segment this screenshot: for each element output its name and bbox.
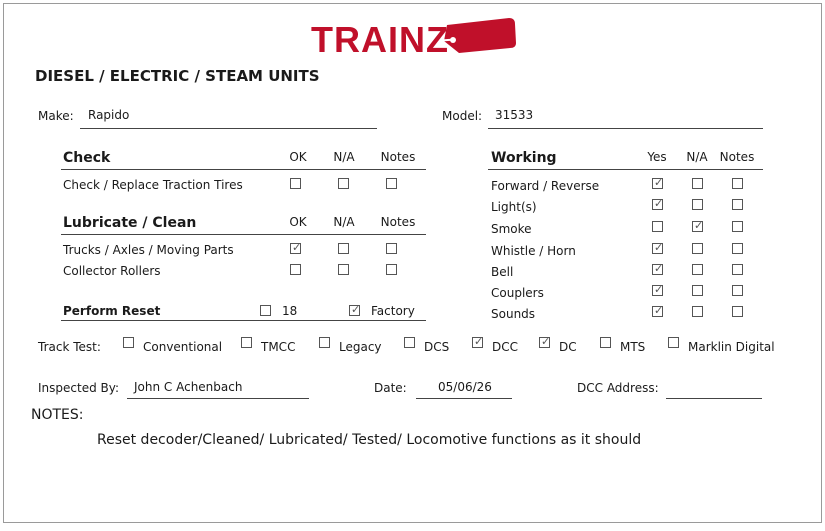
track-test-marklin-digital-checkbox[interactable]	[668, 337, 679, 348]
working-row-label: Light(s)	[491, 200, 537, 214]
track-test-tmcc-checkbox[interactable]	[241, 337, 252, 348]
checkmark-icon: ✓	[351, 303, 361, 316]
model-label: Model:	[442, 109, 483, 123]
working-row2-na-checkbox[interactable]	[692, 221, 703, 232]
track-test-legacy-checkbox[interactable]	[319, 337, 330, 348]
lubricate-divider	[61, 234, 426, 235]
working-row0-notes-checkbox[interactable]	[732, 178, 743, 189]
check-row0-ok-checkbox[interactable]	[290, 178, 301, 189]
trainz-logo	[309, 15, 519, 57]
working-col-notes: Notes	[719, 150, 755, 164]
checkmark-icon: ✓	[654, 197, 664, 210]
lubricate-row1-ok-checkbox[interactable]	[290, 264, 301, 275]
working-col-yes: Yes	[647, 150, 667, 164]
working-row6-na-checkbox[interactable]	[692, 306, 703, 317]
working-divider	[488, 169, 763, 170]
track-test-option-label: DCC	[492, 340, 518, 354]
inspected-by-label: Inspected By:	[38, 381, 120, 395]
working-row3-notes-checkbox[interactable]	[732, 243, 743, 254]
lubricate-col-notes: Notes	[380, 215, 416, 229]
check-divider	[61, 169, 426, 170]
working-row3-na-checkbox[interactable]	[692, 243, 703, 254]
lubricate-row0-ok-checkbox[interactable]	[290, 243, 301, 254]
working-row4-na-checkbox[interactable]	[692, 264, 703, 275]
working-heading: Working	[491, 150, 557, 166]
track-test-option-label: Legacy	[339, 340, 382, 354]
working-row5-yes-checkbox[interactable]	[652, 285, 663, 296]
track-test-dcc-checkbox[interactable]	[472, 337, 483, 348]
lubricate-row0-na-checkbox[interactable]	[338, 243, 349, 254]
reset-factory-label: Factory	[371, 304, 415, 318]
dcc-address-label: DCC Address:	[577, 381, 659, 395]
track-test-dcs-checkbox[interactable]	[404, 337, 415, 348]
working-row5-na-checkbox[interactable]	[692, 285, 703, 296]
check-row-label: Check / Replace Traction Tires	[63, 178, 243, 192]
check-col-notes: Notes	[380, 150, 416, 164]
working-col-na: N/A	[686, 150, 708, 164]
checkmark-icon: ✓	[292, 241, 302, 254]
dcc-address-underline	[666, 398, 762, 399]
lubricate-row1-na-checkbox[interactable]	[338, 264, 349, 275]
inspected-by-underline	[127, 398, 309, 399]
trainz-logo-graphic	[309, 15, 519, 57]
working-row2-yes-checkbox[interactable]	[652, 221, 663, 232]
checkmark-icon: ✓	[474, 335, 484, 348]
working-row-label: Sounds	[491, 307, 536, 321]
make-field[interactable]: Rapido	[88, 108, 130, 122]
working-row6-yes-checkbox[interactable]	[652, 306, 663, 317]
working-row3-yes-checkbox[interactable]	[652, 243, 663, 254]
working-row1-yes-checkbox[interactable]	[652, 199, 663, 210]
reset-factory-checkbox[interactable]	[349, 305, 360, 316]
working-row-label: Forward / Reverse	[491, 179, 600, 193]
checkmark-icon: ✓	[654, 262, 664, 275]
working-row1-na-checkbox[interactable]	[692, 199, 703, 210]
reset-18-label: 18	[282, 304, 298, 318]
make-underline	[80, 128, 377, 129]
date-label: Date:	[374, 381, 407, 395]
checkmark-icon: ✓	[654, 283, 664, 296]
working-row4-yes-checkbox[interactable]	[652, 264, 663, 275]
lubricate-row0-notes-checkbox[interactable]	[386, 243, 397, 254]
checkmark-icon: ✓	[654, 241, 664, 254]
working-row1-notes-checkbox[interactable]	[732, 199, 743, 210]
working-row4-notes-checkbox[interactable]	[732, 264, 743, 275]
track-test-option-label: DC	[559, 340, 577, 354]
inspection-form	[3, 3, 822, 523]
working-row-label: Bell	[491, 265, 514, 279]
check-col-na: N/A	[333, 150, 355, 164]
checkmark-icon: ✓	[694, 219, 704, 232]
form-title: DIESEL / ELECTRIC / STEAM UNITS	[35, 67, 320, 85]
lubricate-row-label: Trucks / Axles / Moving Parts	[63, 243, 234, 257]
reset-18-checkbox[interactable]	[260, 305, 271, 316]
track-test-option-label: Conventional	[143, 340, 223, 354]
lubricate-col-ok: OK	[289, 215, 307, 229]
working-row0-na-checkbox[interactable]	[692, 178, 703, 189]
track-test-option-label: TMCC	[261, 340, 296, 354]
checkmark-icon: ✓	[541, 335, 551, 348]
perform-reset-label: Perform Reset	[63, 304, 161, 318]
check-col-ok: OK	[289, 150, 307, 164]
notes-label: NOTES:	[31, 407, 84, 423]
logo-text: TRAINZ	[311, 19, 449, 57]
working-row-label: Smoke	[491, 222, 532, 236]
working-row2-notes-checkbox[interactable]	[732, 221, 743, 232]
date-field[interactable]: 05/06/26	[438, 380, 492, 394]
check-row0-notes-checkbox[interactable]	[386, 178, 397, 189]
inspected-by-field[interactable]: John C Achenbach	[134, 380, 243, 394]
track-test-option-label: Marklin Digital	[688, 340, 775, 354]
working-row0-yes-checkbox[interactable]	[652, 178, 663, 189]
check-heading: Check	[63, 150, 111, 166]
track-test-mts-checkbox[interactable]	[600, 337, 611, 348]
lubricate-row-label: Collector Rollers	[63, 264, 161, 278]
working-row6-notes-checkbox[interactable]	[732, 306, 743, 317]
checkmark-icon: ✓	[654, 304, 664, 317]
track-test-label: Track Test:	[38, 340, 101, 354]
working-row-label: Couplers	[491, 286, 544, 300]
model-underline	[488, 128, 763, 129]
check-row0-na-checkbox[interactable]	[338, 178, 349, 189]
track-test-dc-checkbox[interactable]	[539, 337, 550, 348]
working-row-label: Whistle / Horn	[491, 244, 576, 258]
lubricate-heading: Lubricate / Clean	[63, 215, 197, 231]
lubricate-col-na: N/A	[333, 215, 355, 229]
checkmark-icon: ✓	[654, 176, 664, 189]
working-row5-notes-checkbox[interactable]	[732, 285, 743, 296]
track-test-conventional-checkbox[interactable]	[123, 337, 134, 348]
track-test-option-label: DCS	[424, 340, 450, 354]
make-label: Make:	[38, 109, 74, 123]
date-underline	[416, 398, 512, 399]
notes-text[interactable]: Reset decoder/Cleaned/ Lubricated/ Tested/ Locomotive functions as it should	[97, 432, 642, 448]
lubricate-row1-notes-checkbox[interactable]	[386, 264, 397, 275]
reset-divider	[61, 320, 426, 321]
track-test-option-label: MTS	[620, 340, 646, 354]
model-field[interactable]: 31533	[495, 108, 534, 122]
